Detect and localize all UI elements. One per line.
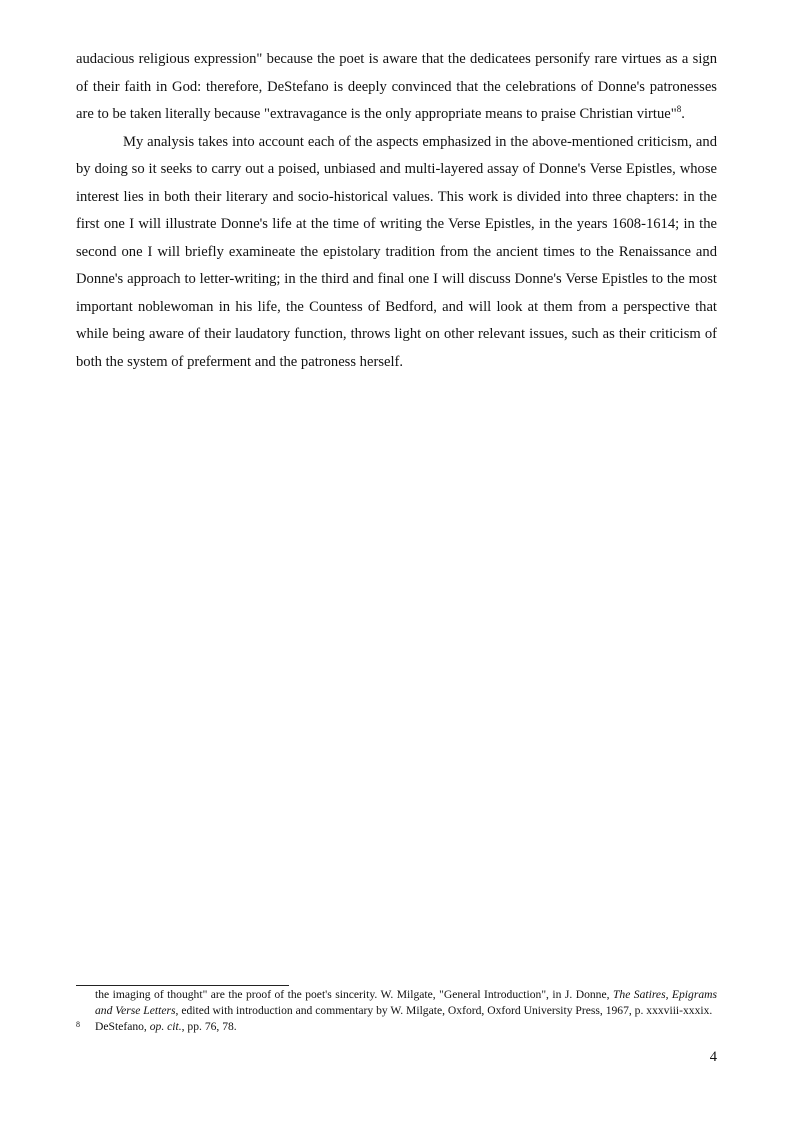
- footnote-8-number: 8: [76, 1020, 80, 1029]
- footnotes: [76, 987, 717, 1035]
- footnote-8-author: DeStefano,: [95, 1020, 150, 1033]
- page-number: 4: [709, 1049, 717, 1065]
- footnote-8-pages: , pp. 76, 78.: [181, 1020, 237, 1033]
- paragraph-1: [76, 46, 717, 129]
- footnote-book-title: The Satires, Epigrams and Verse Letters: [95, 988, 718, 1017]
- footnote-ref-8[interactable]: 8: [676, 104, 682, 115]
- paragraph-1-end: .: [681, 106, 685, 122]
- paragraph-2: My analysis takes into account each of the aspects emphasized in the above-mentioned criticism, and by doing so it seeks to carry out a poised, unbiased and multi-layered assay of Donne's Verse Epistles, whose interest lies in both their literary and socio-historical values. This work is divided into three chapters: in the first one I will illustrate Donne's life at the time of writing the Verse Epistles, in the years 1608-1614; in the second one I will briefly examineate the epistolary tradition from the ancient times to the Renaissance and Donne's approach to letter-writing; in the third and final one I will discuss Donne's Verse Epistles to the most important noblewoman in his life, the Countess of Bedford, and will look at them from a perspective that while being aware of their laudatory function, throws light on other relevant issues, such as their criticism of both the system of preferment and the patroness herself.: [76, 133, 717, 370]
- footnote-continuation-end: , edited with introduction and commentary by W. Milgate, Oxford, Oxford University Press, 1967, p. xxxviii-xxxix.: [175, 1004, 713, 1017]
- footnote-continuation-text: the imaging of thought" are the proof of the poet's sincerity. W. Milgate, "General Introduction", in J. Donne,: [95, 988, 613, 1001]
- footnote-continuation: [76, 987, 717, 1019]
- footnote-8: [76, 1019, 717, 1035]
- body-text: [76, 46, 717, 376]
- paragraph-1-text: audacious religious expression" because the poet is aware that the dedicatees personify rare virtues as a sign of their faith in God: therefore, DeStefano is deeply convinced that the celebrations of Donne's patronesses are to be taken literally because "extravagance is the only appropriate means to praise Christian virtue": [76, 51, 717, 122]
- footnote-separator: [76, 985, 289, 986]
- footnote-8-abbrev: op. cit.: [149, 1020, 182, 1033]
